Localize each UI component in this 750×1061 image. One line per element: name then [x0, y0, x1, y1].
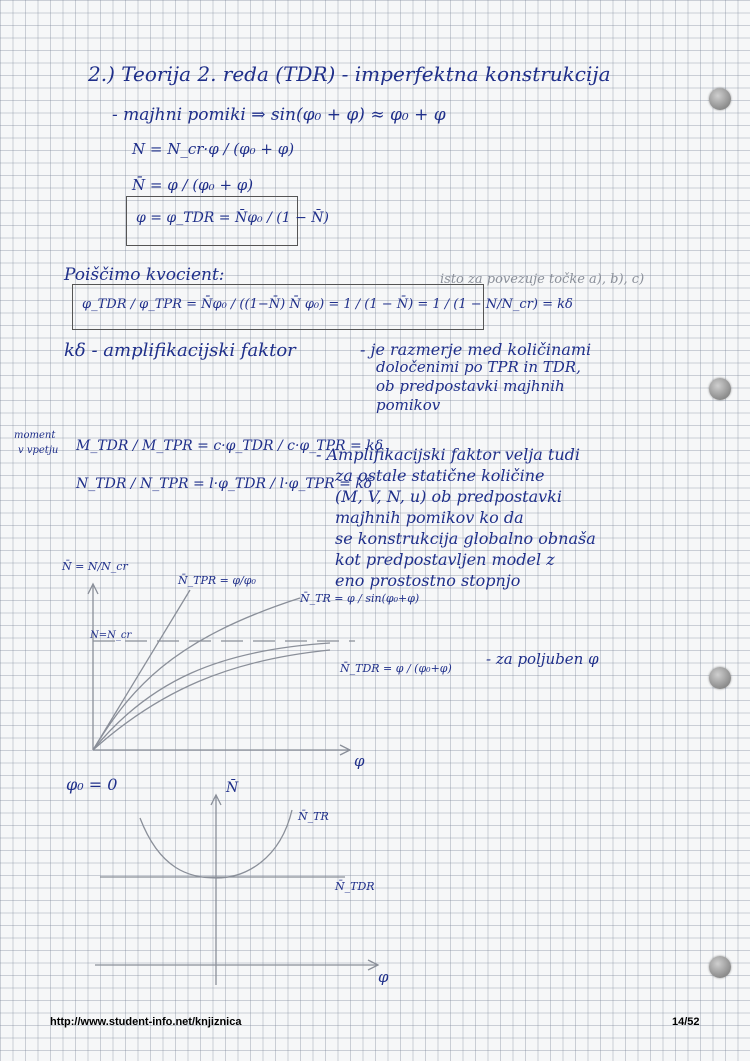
graph1-y-label: N̄ = N/N_cr: [62, 560, 128, 573]
kd-description-3: ob predpostavki majhnih: [376, 377, 565, 395]
graph1-tpr-label: N̄_TPR = φ/φ₀: [178, 574, 256, 587]
quotient-note: isto za povezuje točke a), b), c): [440, 272, 645, 287]
side-note-moment: moment: [14, 430, 56, 441]
graph2-x-label: φ: [378, 968, 389, 986]
graph1-tr-curve: [93, 598, 300, 750]
ratio-n: N_TDR / N_TPR = l·φ_TDR / l·φ_TPR = kδ: [76, 476, 373, 492]
amp-text-1: - Amplifikacijski faktor velja tudi: [316, 445, 581, 464]
quotient-equation: φ_TDR / φ_TPR = N̄φ₀ / ((1−N̄) N̄ φ₀) = 1 / (1 − N̄) = 1 / (1 − N/N_cr) = kδ: [82, 297, 573, 312]
kd-description-1: - je razmerje med količinami: [360, 340, 592, 359]
graph1-ncr-label: N=N_cr: [90, 630, 132, 641]
kd-definition: kδ - amplifikacijski faktor: [64, 340, 296, 361]
graph2-condition: φ₀ = 0: [66, 775, 118, 794]
ratio-m: M_TDR / M_TPR = c·φ_TDR / c·φ_TPR = kδ: [76, 438, 384, 454]
amp-text-4: majhnih pomikov ko da: [335, 508, 524, 527]
equation-phi: φ = φ_TDR = N̄φ₀ / (1 − N̄): [136, 210, 329, 226]
equation-n: N = N_cr·φ / (φ₀ + φ): [132, 140, 295, 158]
graph2-tr-label: N̄_TR: [298, 810, 329, 823]
side-note-fixed: v vpetju: [18, 445, 59, 456]
footer-page-number: 14/52: [672, 1016, 700, 1028]
graph1-note: - za poljuben φ: [486, 650, 599, 668]
amp-text-2: za ostale statične količine: [335, 466, 545, 485]
footer-url: http://www.student-info.net/knjiznica: [50, 1016, 242, 1028]
amp-text-5: se konstrukcija globalno obnaša: [335, 529, 596, 548]
amp-text-6: kot predpostavljen model z: [335, 550, 555, 569]
assumption-line: - majhni pomiki ⇒ sin(φ₀ + φ) ≈ φ₀ + φ: [112, 105, 446, 125]
graph2-y-label: N̄: [226, 780, 239, 796]
graph2-tdr-label: N̄_TDR: [335, 880, 375, 893]
quotient-label: Poiščimo kvocient:: [64, 265, 225, 285]
amp-text-3: (M, V, N, u) ob predpostavki: [335, 487, 562, 506]
kd-description-4: pomikov: [376, 396, 441, 414]
section-heading: 2.) Teorija 2. reda (TDR) - imperfektna konstrukcija: [88, 62, 611, 86]
graph1-tdr-curve-1: [93, 643, 330, 750]
equation-nbar: N̄ = φ / (φ₀ + φ): [132, 176, 254, 194]
graph1-tpr-line: [93, 590, 190, 750]
graph1-x-label: φ: [354, 752, 365, 770]
kd-description-2: določenimi po TPR in TDR,: [376, 358, 581, 376]
graph1-tdr-label: N̄_TDR = φ / (φ₀+φ): [340, 662, 452, 675]
amp-text-7: eno prostostno stopnjo: [335, 571, 521, 590]
graph1-tr-label: N̄_TR = φ / sin(φ₀+φ): [300, 592, 420, 605]
